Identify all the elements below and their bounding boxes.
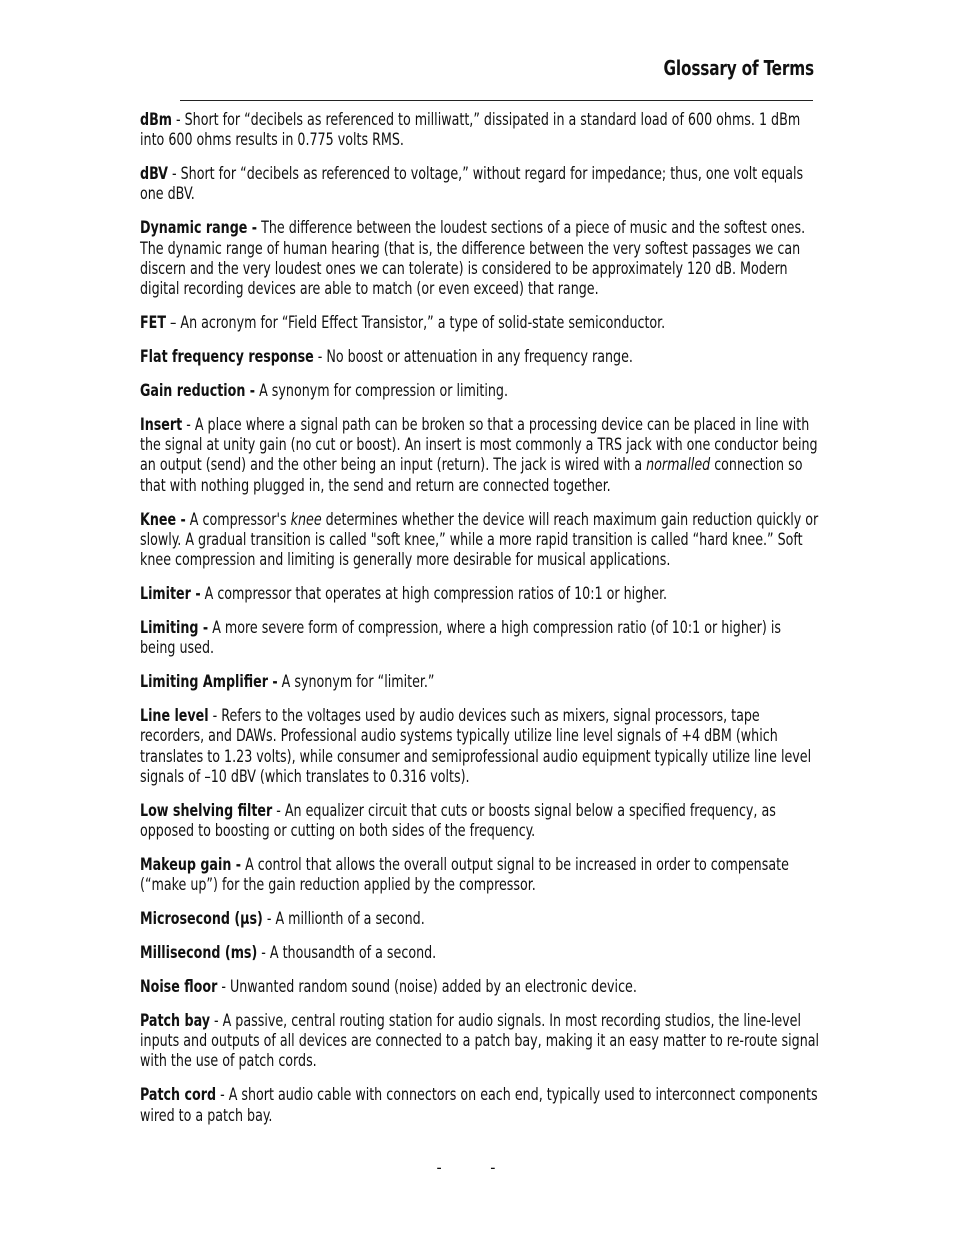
- glossary-definition: A control that allows the overall output signal to be increased in order to compensate (“make up”) for the gain reduction applied by the compressor.: [140, 855, 789, 895]
- header-divider: [180, 100, 813, 101]
- term-separator: –: [165, 313, 181, 333]
- glossary-definition-continued: connection so that with nothing plugged in, the send and return are connected together.: [140, 455, 803, 495]
- glossary-entry: [140, 706, 819, 787]
- glossary-term: Knee -: [140, 509, 186, 529]
- glossary-definition: A synonym for “limiter.”: [281, 672, 435, 692]
- glossary-term: dBV: [140, 164, 168, 184]
- glossary-definition: An equalizer circuit that cuts or boosts signal below a specified frequency, as opposed to boosting or cutting on both sides of the frequency.: [140, 800, 776, 841]
- glossary-term: Limiting -: [140, 617, 209, 637]
- glossary-entry: [140, 801, 819, 842]
- glossary-definition: A millionth of a second.: [275, 909, 425, 929]
- glossary-definition: No boost or attenuation in any frequency range.: [326, 347, 633, 367]
- glossary-definition: A more severe form of compression, where a high compression ratio (of 10:1 or higher) is being used.: [140, 617, 781, 658]
- glossary-term: Limiting Amplifier -: [140, 672, 278, 692]
- glossary-entry: [140, 943, 819, 963]
- glossary-entry: [140, 510, 819, 571]
- glossary-definition: A compressor that operates at high compression ratios of 10:1 or higher.: [204, 584, 668, 604]
- term-separator: -: [217, 977, 230, 996]
- glossary-term: Microsecond (µs): [140, 909, 263, 929]
- page-footer: - -: [436, 1158, 518, 1177]
- glossary-entry: [140, 381, 819, 401]
- glossary-entry: [140, 909, 819, 929]
- term-separator: -: [262, 909, 276, 929]
- glossary-term: Makeup gain -: [140, 855, 242, 875]
- glossary-term: dBm: [140, 110, 172, 129]
- term-separator: -: [171, 110, 185, 129]
- glossary-entry: [140, 313, 819, 333]
- glossary-entry: [140, 110, 819, 151]
- glossary-definition: The difference between the loudest sections of a piece of music and the softest ones. The dynamic range of human hearing (that is, the difference between the very softest passages we can discern and the very loudest ones we can tolerate) is considered to be approximately 120 dB. Modern digital recording devices are able to match (or even exceed) that range.: [140, 218, 806, 299]
- glossary-term: Flat frequency response: [140, 347, 314, 367]
- glossary-term: Dynamic range -: [140, 218, 258, 238]
- term-separator: -: [208, 706, 222, 726]
- term-separator: -: [182, 414, 195, 434]
- glossary-term: Line level: [140, 706, 209, 726]
- term-separator: -: [216, 1085, 229, 1105]
- glossary-definition: A place where a signal path can be broken so that a processing device can be placed in line with the signal at unity gain (no cut or boost). An insert is most commonly a TRS jack with one conductor being an output (send) and the other being an input (return). The jack is wired with a: [140, 414, 818, 475]
- glossary-definition: Unwanted random sound (noise) added by an electronic device.: [229, 977, 637, 996]
- glossary-definition: An acronym for “Field Effect Transistor,” a type of solid-state semiconductor.: [180, 313, 666, 333]
- glossary-entry: [140, 855, 819, 896]
- glossary-entry: [140, 977, 819, 997]
- glossary-definition: A passive, central routing station for audio signals. In most recording studios, the line-level inputs and outputs of all devices are connected to a patch bay, making it an easy matter to re-route signal with the use of patch cords.: [140, 1010, 820, 1071]
- glossary-definition: A synonym for compression or limiting.: [259, 380, 509, 400]
- glossary-definition: Short for “decibels as referenced to voltage,” without regard for impedance; thus, one volt equals one dBV.: [140, 164, 804, 204]
- glossary-entry: [140, 618, 819, 659]
- emphasized-term: normalled: [646, 455, 711, 475]
- glossary-definition: A short audio cable with connectors on each end, typically used to interconnect components wired to a patch bay.: [140, 1085, 818, 1125]
- glossary-entry: [140, 672, 819, 692]
- glossary-list: [140, 110, 820, 1140]
- glossary-entry: [140, 164, 819, 205]
- glossary-term: FET: [140, 313, 166, 333]
- glossary-entry: [140, 584, 819, 604]
- term-separator: -: [313, 347, 327, 367]
- glossary-term: Gain reduction -: [140, 380, 256, 400]
- glossary-definition: A compressor's: [189, 509, 287, 529]
- glossary-definition: Short for “decibels as referenced to milliwatt,” dissipated in a standard load of 600 ohms. 1 dBm into 600 ohms results in 0.775 volts RMS.: [140, 110, 801, 150]
- glossary-entry: [140, 218, 819, 299]
- glossary-entry: [140, 1011, 819, 1072]
- glossary-term: Patch cord: [140, 1085, 217, 1105]
- glossary-term: Noise floor: [140, 977, 218, 996]
- term-separator: -: [272, 800, 285, 820]
- term-separator: -: [209, 1010, 223, 1030]
- glossary-entry: [140, 1085, 819, 1126]
- term-separator: -: [257, 943, 270, 963]
- emphasized-term: knee: [290, 509, 322, 529]
- page-title: Glossary of Terms: [663, 56, 814, 80]
- glossary-term: Insert: [140, 414, 183, 434]
- glossary-term: Patch bay: [140, 1010, 210, 1030]
- glossary-term: Millisecond (ms): [140, 943, 258, 963]
- glossary-term: Limiter -: [140, 584, 201, 604]
- glossary-entry: [140, 415, 819, 496]
- term-separator: -: [167, 164, 181, 184]
- glossary-entry: [140, 347, 819, 367]
- glossary-definition: Refers to the voltages used by audio devices such as mixers, signal processors, tape recorders, and DAWs. Professional audio systems typically utilize line level signals of +4 dBM (which translates to 1.23 volts), while consumer and semiprofessional audio equipment typically utilize line level signals of –10 dBV (which translates to 0.316 volts).: [140, 706, 812, 786]
- glossary-definition: A thousandth of a second.: [269, 943, 437, 963]
- glossary-definition-continued: determines whether the device will reach maximum gain reduction quickly or slowly. A gradual transition is called "soft knee,” while a more rapid transition is called “hard knee.” Soft knee compression and limiting is generally more desirable for musical applications.: [140, 509, 819, 570]
- glossary-term: Low shelving filter: [140, 800, 273, 820]
